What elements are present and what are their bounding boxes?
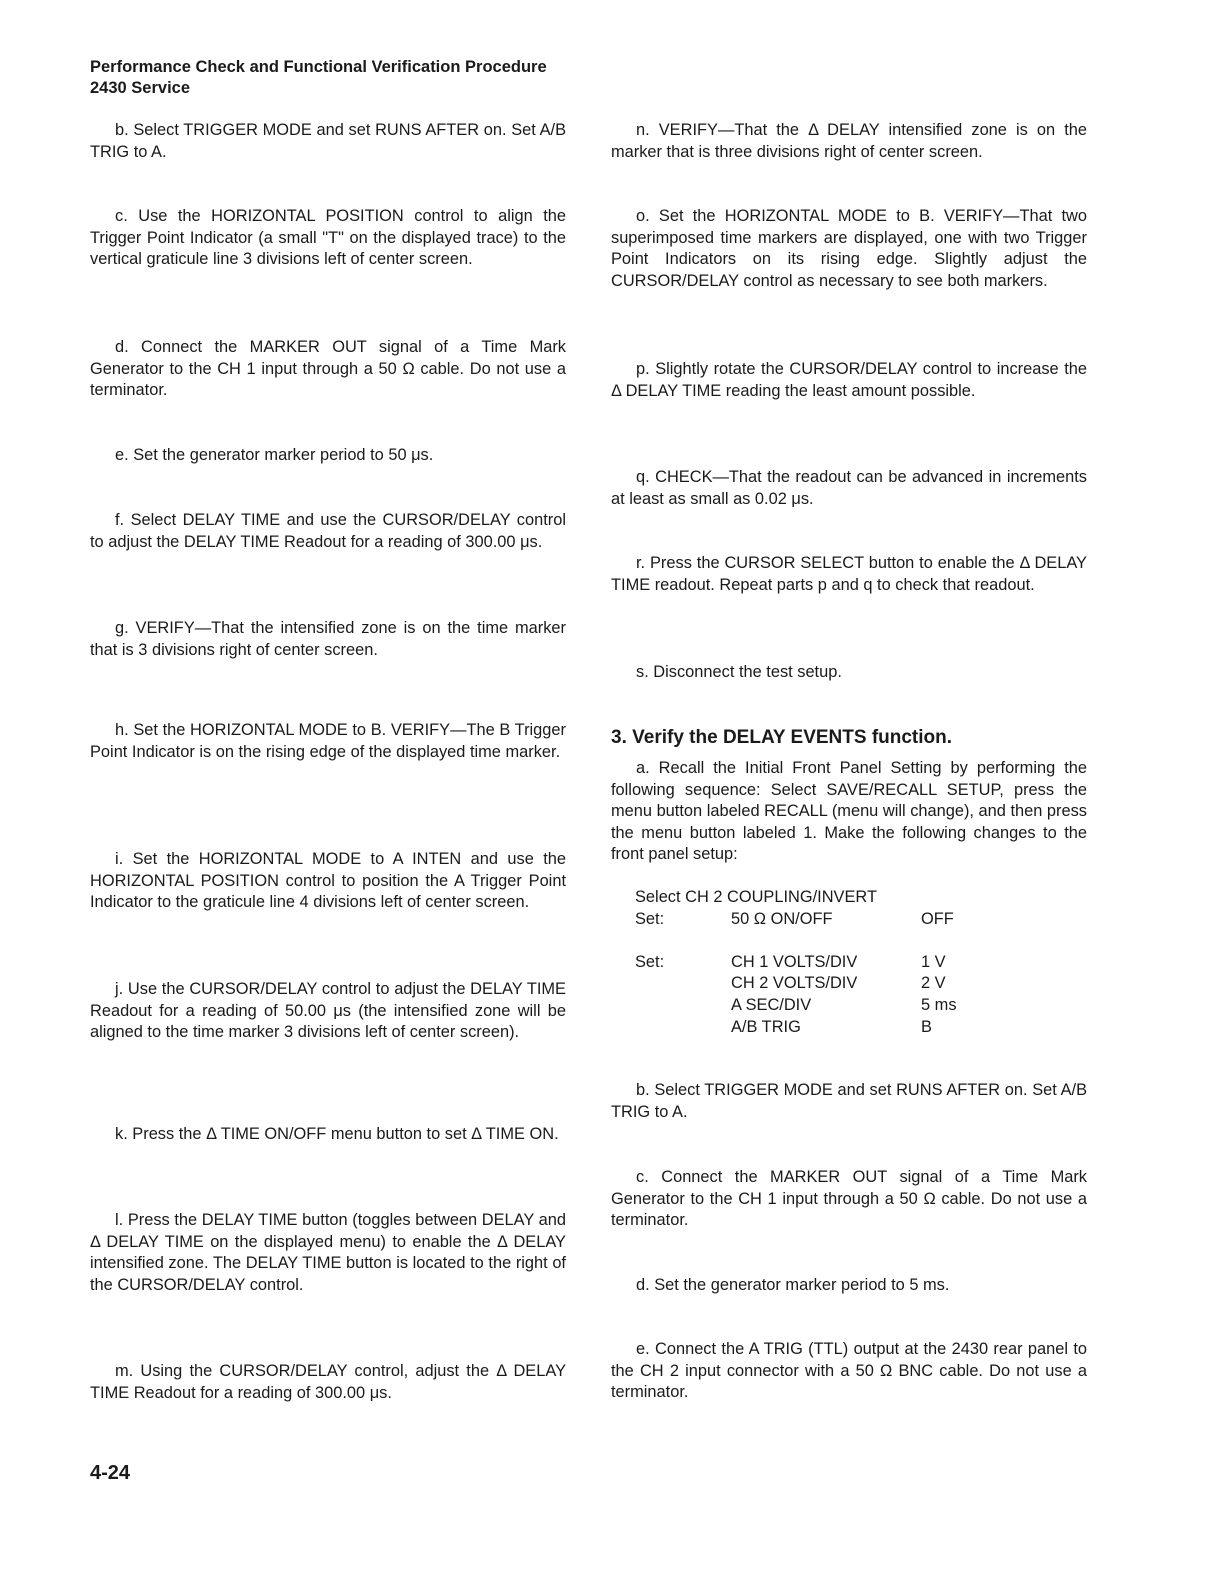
- step-3e: e. Connect the A TRIG (TTL) output at the 2430 rear panel to the CH 2 input connector with a 50 Ω BNC cable. Do not use a terminator.: [611, 1340, 1087, 1402]
- step-r: r. Press the CURSOR SELECT button to enable the Δ DELAY TIME readout. Repeat parts p and q to check that readout.: [611, 554, 1087, 594]
- step-j: j. Use the CURSOR/DELAY control to adjust the DELAY TIME Readout for a reading of 50.00 μs (the intensified zone will be aligned to the time marker 3 divisions left of center screen).: [90, 980, 566, 1042]
- step-3b: b. Select TRIGGER MODE and set RUNS AFTER on. Set A/B TRIG to A.: [611, 1081, 1087, 1121]
- page-number: 4-24: [90, 1462, 131, 1484]
- step-h: h. Set the HORIZONTAL MODE to B. VERIFY—The B Trigger Point Indicator is on the rising edge of the displayed time marker.: [90, 721, 566, 761]
- step-q: q. CHECK—That the readout can be advanced in increments at least as small as 0.02 μs.: [611, 468, 1087, 508]
- step-l: l. Press the DELAY TIME button (toggles between DELAY and Δ DELAY TIME on the displayed menu) to enable the Δ DELAY intensified zone. The DELAY TIME button is located to the right of the CURSOR/DELAY control.: [90, 1211, 566, 1294]
- step-k: k. Press the Δ TIME ON/OFF menu button to set Δ TIME ON.: [115, 1125, 559, 1143]
- step-e: e. Set the generator marker period to 50 μs.: [115, 446, 434, 464]
- step-d: d. Connect the MARKER OUT signal of a Time Mark Generator to the CH 1 input through a 50 Ω cable. Do not use a terminator.: [90, 338, 566, 400]
- section-heading: 3. Verify the DELAY EVENTS function.: [611, 727, 953, 748]
- step-m: m. Using the CURSOR/DELAY control, adjust the Δ DELAY TIME Readout for a reading of 300.00 μs.: [90, 1362, 566, 1402]
- step-3d: d. Set the generator marker period to 5 ms.: [636, 1276, 950, 1294]
- step-s: s. Disconnect the test setup.: [636, 663, 842, 681]
- step-3a: a. Recall the Initial Front Panel Setting by performing the following sequence: Select SAVE/RECALL SETUP, press the menu button labeled RECALL (menu will change), and then press the menu button labeled 1. Make the following changes to the front panel setup:: [611, 759, 1087, 864]
- header-subtitle: 2430 Service: [90, 79, 191, 97]
- page-header: [90, 57, 547, 99]
- step-n: n. VERIFY—That the Δ DELAY intensified zone is on the marker that is three divisions right of center screen.: [611, 121, 1087, 161]
- step-3c: c. Connect the MARKER OUT signal of a Time Mark Generator to the CH 1 input through a 50 Ω cable. Do not use a terminator.: [611, 1168, 1087, 1230]
- step-b: b. Select TRIGGER MODE and set RUNS AFTER on. Set A/B TRIG to A.: [90, 121, 566, 161]
- step-c: c. Use the HORIZONTAL POSITION control to align the Trigger Point Indicator (a small "T" on the displayed trace) to the vertical graticule line 3 divisions left of center screen.: [90, 207, 566, 269]
- step-f: f. Select DELAY TIME and use the CURSOR/DELAY control to adjust the DELAY TIME Readout for a reading of 300.00 μs.: [90, 511, 566, 551]
- step-i: i. Set the HORIZONTAL MODE to A INTEN and use the HORIZONTAL POSITION control to position the A Trigger Point Indicator to the graticule line 4 divisions left of center screen.: [90, 850, 566, 912]
- header-title: Performance Check and Functional Verification Procedure: [90, 58, 547, 76]
- step-g: g. VERIFY—That the intensified zone is on the time marker that is 3 divisions right of center screen.: [90, 619, 566, 659]
- step-o: o. Set the HORIZONTAL MODE to B. VERIFY—That two superimposed time markers are displayed, one with two Trigger Point Indicators on its rising edge. Slightly adjust the CURSOR/DELAY control as necessary to see both markers.: [611, 207, 1087, 290]
- step-p: p. Slightly rotate the CURSOR/DELAY control to increase the Δ DELAY TIME reading the least amount possible.: [611, 360, 1087, 400]
